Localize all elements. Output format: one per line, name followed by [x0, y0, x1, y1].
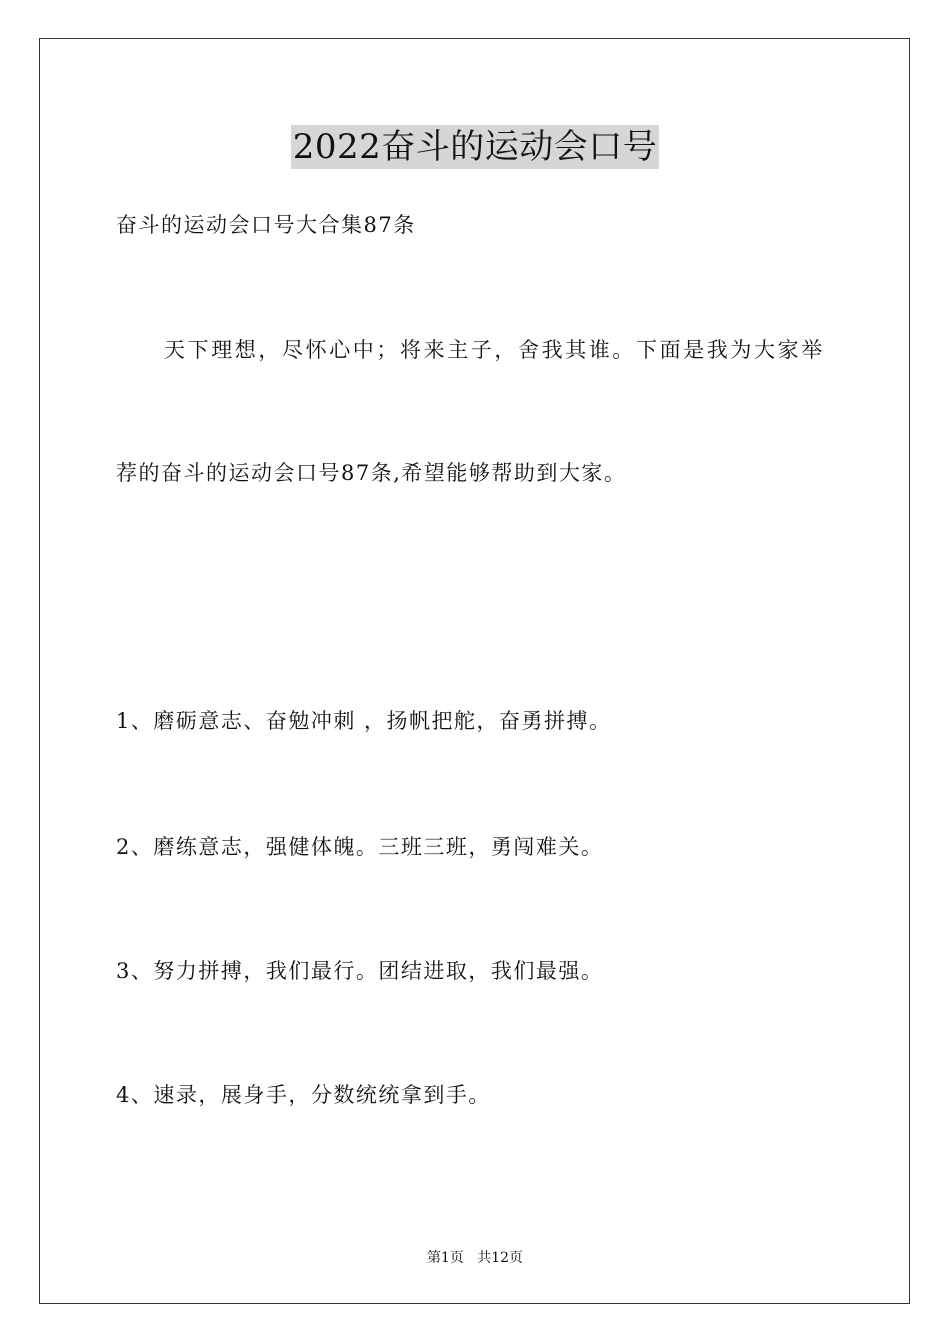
page-footer — [0, 1248, 950, 1268]
title-container — [0, 125, 950, 169]
document-title: 2022奋斗的运动会口号 — [292, 127, 658, 167]
page-number-total: 共12页 — [477, 1250, 524, 1266]
slogan-item-3: 3、努力拼搏，我们最行。团结进取，我们最强。 — [116, 959, 604, 983]
intro-line-1: 天下理想，尽怀心中；将来主子，舍我其谁。下面是我为大家举 — [164, 338, 825, 362]
slogan-item-1: 1、磨砺意志、奋勉冲刺 ，扬帆把舵，奋勇拼搏。 — [116, 709, 612, 733]
document-subtitle: 奋斗的运动会口号大合集87条 — [116, 213, 416, 237]
slogan-item-4: 4、速录，展身手，分数统统拿到手。 — [116, 1083, 491, 1107]
page-number-current: 第1页 — [426, 1250, 464, 1266]
intro-line-2: 荐的奋斗的运动会口号87条,希望能够帮助到大家。 — [116, 461, 627, 485]
slogan-item-2: 2、磨练意志，强健体魄。三班三班，勇闯难关。 — [116, 835, 604, 859]
